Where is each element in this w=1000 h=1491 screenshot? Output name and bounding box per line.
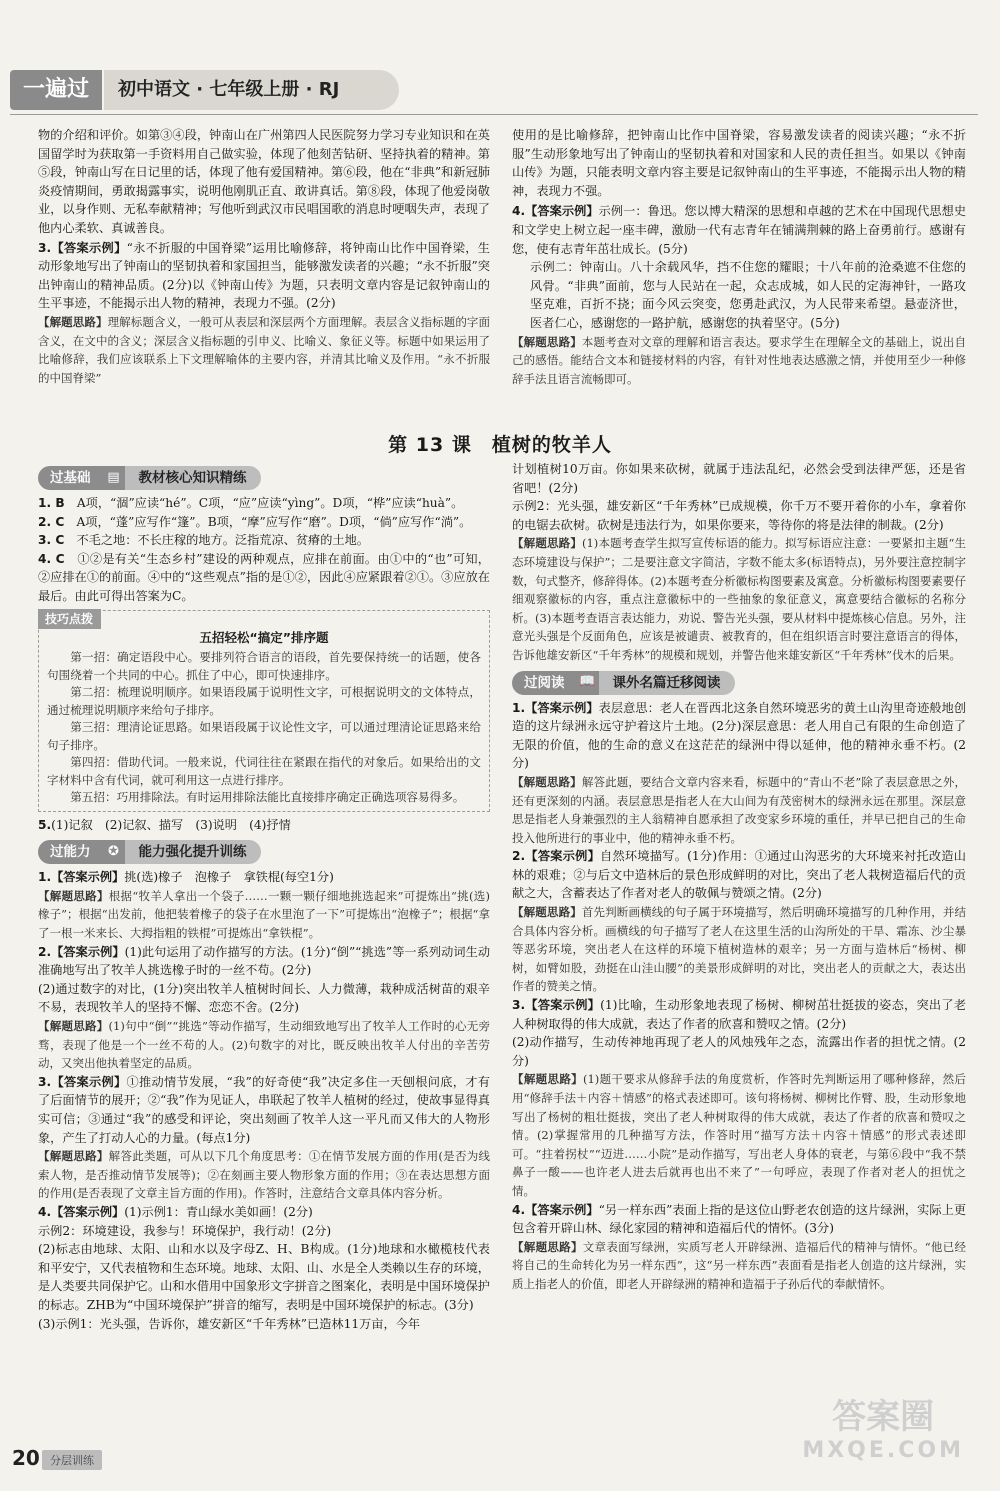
- answer-item: [38, 494, 490, 513]
- answer-tag: 【答案示例】: [51, 1074, 127, 1089]
- answer-text: ①②是有关“生态乡村”建设的两种观点，应排在前面。由①中的“也”可知，②应排在①的前面。④中的“这些观点”指的是①②，因此④应紧跟着②①。③应放在最后。由此可得出答案为C。: [38, 551, 490, 603]
- answer-text: ①推动情节发展，“我”的好奇使“我”决定多住一天刨根问底，才有了后面情节的展开；②“我”作为见证人，串联起了牧羊人植树的经过，使故事显得真实可信；③通过“我”的感受和评论，突出刻画了牧羊人这一平凡而又伟大的人物形象，产生了打动人心的力量。(每点1分): [38, 1074, 490, 1145]
- solution-tag: 【解题思路】: [512, 334, 582, 349]
- item-number: 4.: [38, 1204, 52, 1219]
- answer-tag: 【答案示例】: [525, 998, 601, 1013]
- answer-item: [38, 1073, 490, 1147]
- solution-text: 解答此题，要结合文章内容来看，标题中的“青山不老”除了表层意思之外，还有更深刻的内涵。表层意思是指老人在大山间为有茂密树木的绿洲永远在那里。深层意思是指老人身兼强烈的主人翁精神自愿承担了改变家乡环境的重任，并早已把自己的生命投入他所进行的事业中，他的精神永垂不朽。: [512, 774, 966, 845]
- solution-item: [512, 1238, 966, 1294]
- answer-text: 挑(选)橡子 泡橡子 拿铁棍(每空1分): [124, 870, 334, 885]
- analysis-paragraph: 使用的是比喻修辞，把钟南山比作中国脊梁，容易激发读者的阅读兴趣；“永不折服”生动形象地写出了钟南山的坚韧执着和对国家和人民的责任担当。如果以《钟南山传》为题，只能表明文章内容主要是记叙钟南山的生平事迹，不能揭示出人物的精神，表现力不强。: [512, 128, 966, 198]
- item-number: 4. C: [38, 551, 65, 566]
- item-number: 1.: [512, 700, 526, 715]
- watermark-logo: [802, 1397, 964, 1468]
- solution-text: 根据“牧羊人拿出一个袋子……一颗一颗仔细地挑选起来”可提炼出“挑(选)橡子”；根据“出发前，他把装着橡子的袋子在水里泡了一下”可提炼出“泡橡子”；根据“拿了一根一米来长、大拇指粗的铁棍”可提炼出“拿铁棍”。: [38, 888, 490, 941]
- solution-tag: 【解题思路】: [38, 888, 109, 903]
- section-band-reading: [512, 671, 966, 695]
- answer-tag: 【答案示例】: [51, 870, 125, 885]
- band-subtitle: 教材核心知识精练: [125, 466, 261, 490]
- answer-tag: 【答案示例】: [525, 849, 601, 864]
- left-top-section: [38, 126, 490, 426]
- solution-item: [512, 903, 966, 996]
- header-divider: [10, 114, 978, 115]
- solution-item: [38, 1147, 490, 1203]
- solution-item: [512, 1070, 966, 1200]
- band-label: 过能力: [38, 840, 103, 864]
- page-header: [0, 62, 1000, 120]
- answer-tag: 【答案示例】: [525, 700, 599, 715]
- item-number: 3.: [512, 998, 526, 1013]
- band-subtitle: 课外名篇迁移阅读: [599, 671, 735, 695]
- solution-tag: 【解题思路】: [512, 1072, 583, 1087]
- answer-tag: 【答案示例】: [51, 944, 125, 959]
- answer-text: 示例一：鲁迅。您以博大精深的思想和卓越的艺术在中国现代思想史和文学史上树立起一座丰碑，激励一代有志青年在铺满荆棘的路上奋勇前行。感谢有您，使有志青年茁壮成长。(5分): [512, 204, 967, 256]
- open-book-icon: 📖: [577, 671, 599, 695]
- tip-line: 第二招：梳理说明顺序。如果语段属于说明性文字，可根据说明文的文体特点，通过梳理说明顺序来给句子排序。: [47, 685, 481, 717]
- answer-text: 表层意思：老人在晋西北这条自然环境恶劣的黄土山沟里奇迹般地创造的这片绿洲永远守护着这片土地。(2分)深层意思：老人用自己有限的生命创造了无限的价值，他的生命的意义在这茫茫的绿洲中得以延伸，他的精神永垂不朽。(2分): [512, 700, 966, 771]
- answer-text: (1)此句运用了动作描写的方法。(1分)“倒”“挑选”等一系列动词生动准确地写出了牧羊人挑选橡子时的一丝不苟。(2分) (2)通过数字的对比，(1分)突出牧羊人植树时间长、人力微薄，栽种成活树苗的艰辛不易，表现牧羊人的坚持不懈、恋恋不舍。(2分): [38, 944, 490, 1015]
- answer-text: A项，“蓬”应写作“篷”。B项，“摩”应写作“磨”。D项，“倘”应写作“淌”。: [76, 514, 472, 529]
- page-number: 20: [12, 1446, 40, 1470]
- answer-tag: 【答案示例】: [51, 1204, 125, 1219]
- band-subtitle: 能力强化提升训练: [125, 840, 261, 864]
- item-number: 2. C: [38, 514, 65, 529]
- answer-item: [38, 816, 490, 835]
- solution-item: [38, 887, 490, 943]
- solution-text: (1)本题考查学生拟写宣传标语的能力。拟写标语应注意：一要紧扣主题“生态环境建设与保护”；二是要注意文字简洁，字数不能太多(标语特点)，另外要注意控制字数，句式整齐，修辞得体。(2)本题考查分析徽标构图要素及寓意。分析徽标构图要素要仔细观察徽标的内容，重点注意徽标中的一些抽象的象征意义，寓意要结合徽标的名称分析。(3)本题考查语言表达能力，劝说、警告光头强，要从材料中提炼核心信息。另外，注意光头强是个反面角色，应该是被谴责、被教育的，但在组织语言时要注意语言的得体，告诉他雄安新区“千年秀林”的规模和规划，并警告他来雄安新区“千年秀林”伐木的后果。: [512, 536, 966, 662]
- solution-text: (1)题干要求从修辞手法的角度赏析，作答时先判断运用了哪种修辞，然后用“修辞手法＋内容＋情感”的格式表述即可。该句将杨树、柳树比作臂、股，生动形象地写出了杨树的粗壮挺拔，突出了老人种树取得的伟大成就，表达了作者的欣喜和赞叹之情。(2)掌握常用的几种描写方法，作答时用“描写方法＋内容＋情感”的形式表述即可。“拄着拐杖”“迈进……小院”是动作描写，写出老人身体的衰老，与第⑥段中“我不禁鼻子一酸——也许老人进去后就再也出不来了”一句呼应，表现了作者对老人的担忧之情。: [512, 1072, 966, 1198]
- tip-box: [38, 610, 490, 812]
- watermark-url: MXQE.COM: [802, 1438, 964, 1463]
- right-top-section: [512, 126, 966, 426]
- solution-tag: 【解题思路】: [512, 536, 582, 551]
- band-label: 过阅读: [512, 671, 577, 695]
- solution-text: 首先判断画横线的句子属于环境描写，然后明确环境描写的几种作用，并结合具体内容分析。画横线的句子描写了老人在这里生活的山沟所处的干旱、霜冻、沙尘暴等恶劣环境，突出老人在这样的环境下植树造林的艰辛；另一方面与造林后“杨树、柳树，如臂如股，劲挺在山洼山腰”的美景形成鲜明的对比，突出老人的贡献之大，表达出作者的赞美之情。: [512, 905, 966, 994]
- item-number: 4.: [512, 1202, 526, 1217]
- answer-item: [38, 513, 490, 532]
- solution-text: 解答此类题，可从以下几个角度思考：①在情节发展方面的作用(是否为线索人物，是否推动情节发展等)；②在刻画主要人物形象方面的作用；③在表达思想方面的作用(是否表现了文章主旨方面的作用)。作答时，注意结合文章具体内容分析。: [38, 1149, 490, 1201]
- item-number: 3. C: [38, 533, 65, 548]
- item-number: 1.: [38, 870, 52, 885]
- solution-tag: 【解题思路】: [512, 1239, 583, 1254]
- answer-item: [512, 1201, 966, 1238]
- answer-item: [38, 868, 490, 887]
- item-number: 2.: [38, 944, 52, 959]
- answer-text-2: 示例二：钟南山。八十余载风华，挡不住您的耀眼；十八年前的沧桑遮不住您的风骨。“非典”面前，您与人民站在一起，众志成城，如人民的定海神针，一路攻坚克难，百折不挠；面今风云突变，您勇赴武汉，为人民带来希望。悬壶济世，医者仁心，感谢您的一路护航，感谢您的执着坚守。(5分): [530, 260, 966, 330]
- tip-line: 第一招：确定语段中心。要排列符合语言的语段，首先要保持统一的话题，使各句围绕着一个共同的中心。抓住了中心，即可快速排序。: [47, 650, 481, 682]
- series-logo: 一遍过: [10, 70, 102, 110]
- solution-item: [512, 534, 966, 664]
- tip-tag: 技巧点拨: [38, 609, 101, 630]
- item-number: 4.: [512, 204, 526, 219]
- item-number: 3.: [38, 1074, 52, 1089]
- answer-item: [38, 1203, 490, 1333]
- solution-item: [38, 313, 490, 387]
- left-main-section: [38, 460, 490, 1435]
- answer-text: “永不折服的中国脊梁”运用比喻修辞，将钟南山比作中国脊梁，生动形象地写出了钟南山的坚韧执着和家国担当，能够激发读者的兴趣；“永不折服”突出钟南山的精神品质。(2分)以《钟南山传》为题，只表明文章内容是记叙钟南山的生平事迹，不能揭示出人物的精神，表现力不强。(2分): [38, 240, 490, 311]
- answer-item: [512, 202, 966, 258]
- answer-item: [512, 996, 966, 1070]
- solution-tag: 【解题思路】: [512, 905, 582, 920]
- right-main-section: [512, 460, 966, 1435]
- solution-item: [512, 773, 966, 847]
- answer-item: [512, 847, 966, 903]
- item-number: 1. B: [38, 496, 65, 510]
- tip-line: 第四招：借助代词。一般来说，代词往往在紧跟在指代的对象后。如果给出的文字材料中含有代词，就可利用这一点进行排序。: [47, 755, 481, 787]
- answer-continuation: 计划植树10万亩。你如果来砍树，就属于违法乱纪，必然会受到法律严惩，还是省省吧！(2分): [512, 462, 966, 495]
- lesson-title: 第 13 课 植树的牧羊人: [388, 434, 612, 456]
- answer-tag: 【答案示例】: [525, 1202, 599, 1217]
- answer-text: “另一样东西”表面上指的是这位山野老农创造的这片绿洲，实际上更包含着开辟山林、绿化家园的精神和造福后代的情怀。(3分): [512, 1202, 966, 1236]
- answer-continuation: 示例2：光头强，雄安新区“千年秀林”已成规模，你千万不要开着你的小车，拿着你的电锯去砍树。砍树是违法行为，如果你要来，等待你的将是法律的制裁。(2分): [512, 499, 966, 532]
- solution-item: [512, 333, 966, 389]
- solution-text: 本题考查对文章的理解和语言表达。要求学生在理解全文的基础上，说出自己的感悟。能结合文本和链接材料的内容，有针对性地表达感激之情，并使用至少一种修辞手法且语言流畅即可。: [512, 334, 967, 386]
- item-number: 5.: [38, 817, 52, 832]
- solution-text: (1)句中“倒”“挑选”等动作描写，生动细致地写出了牧羊人工作时的心无旁骛，表现了他是一个一丝不苟的人。(2)句数字的对比，既反映出牧羊人付出的辛苦劳动，又突出他执着坚定的品质。: [38, 1019, 490, 1071]
- item-number: 2.: [512, 849, 526, 864]
- answer-item: [512, 699, 966, 773]
- answer-text: A项，“涸”应读“hé”。C项，“应”应读“yìng”。D项，“桦”应读“huà”。: [76, 496, 464, 510]
- solution-tag: 【解题思路】: [38, 1019, 109, 1033]
- answer-text: (1)记叙 (2)记叙、描写 (3)说明 (4)抒情: [51, 817, 291, 832]
- footer-label: 分层训练: [42, 1450, 102, 1470]
- band-label: 过基础: [38, 466, 103, 490]
- solution-text: 理解标题含义，一般可从表层和深层两个方面理解。表层含义指标题的字面含义，在文中的含义；深层含义指标题的引申义、比喻义、象征义等。标题中如果运用了比喻修辞，我们应该联系上下文理解喻体的主要内容，并清其比喻义及作用。“永不折服的中国脊梁”: [38, 314, 491, 385]
- book-title: 初中语文 · 七年级上册 · RJ: [104, 70, 399, 110]
- answer-text: (1)比喻，生动形象地表现了杨树、柳树茁壮挺拔的姿态，突出了老人种树取得的伟大成就，表达了作者的欣喜和赞叹之情。(2分) (2)动作描写，生动传神地再现了老人的风烛残年之态，流露出作者的担忧之情。(2分): [512, 998, 966, 1068]
- item-number: 3.: [38, 240, 52, 255]
- analysis-paragraph: 物的介绍和评价。如第③④段，钟南山在广州第四人民医院努力学习专业知识和在英国留学时为获取第一手资料用自己做实验，体现了他刻苦钻研、坚持执着的精神。第⑤段，钟南山写在日记里的话，体现了他有爱国精神。第⑥段，他在“非典”和新冠肺炎疫情期间，勇敢揭露事实，说明他刚肌正直、敢讲真话。第⑧段，体现了他爱岗敬业，以身作则、无私奉献精神；写他听到武汉市民唱国歌的消息时哽咽失声，表现了他内心柔软、真诚善良。: [38, 128, 490, 235]
- book-icon: ▤: [103, 466, 125, 490]
- tip-line: 第五招：巧用排除法。有时运用排除法能比直接排序确定正确选项容易得多。: [70, 790, 465, 805]
- answer-text: 不毛之地：不长庄稼的地方。泛指荒凉、贫瘠的土地。: [76, 533, 369, 548]
- solution-tag: 【解题思路】: [38, 314, 108, 329]
- solution-item: [38, 1017, 490, 1073]
- section-band-ability: [38, 840, 490, 864]
- section-band-basics: [38, 466, 490, 490]
- solution-text: 文章表面写绿洲，实质写老人开辟绿洲、造福后代的精神与情怀。“他已经将自己的生命转化为另一样东西”，这“另一样东西”表面看是指老人创造的这片绿洲，实质上指老人的价值，即老人开辟绿洲的精神和造福于子孙后代的奉献情怀。: [512, 1239, 966, 1291]
- solution-tag: 【解题思路】: [38, 1149, 109, 1164]
- medal-icon: ✪: [103, 840, 125, 864]
- answer-text: 自然环境描写。(1分)作用：①通过山沟恶劣的大环境来衬托改造山林的艰难；②与后文中造林后的景色形成鲜明的对比，突出了老人栽树造福后代的贡献之大，含蓄表达了作者对老人的敬佩与赞颂之情。(2分): [512, 849, 966, 901]
- answer-tag: 【答案示例】: [525, 204, 599, 219]
- answer-item: [38, 943, 490, 1017]
- answer-tag: 【答案示例】: [51, 240, 127, 255]
- tip-line: 第三招：理清论证思路。如果语段属于议论性文字，可以通过理清论证思路来给句子排序。: [47, 720, 481, 752]
- watermark-text: 答案圈: [832, 1397, 935, 1437]
- solution-tag: 【解题思路】: [512, 774, 582, 789]
- tip-title: 五招轻松“搞定”排序题: [199, 629, 329, 645]
- answer-item: [38, 531, 490, 550]
- answer-item: [38, 550, 490, 606]
- answer-text: (1)示例1：青山绿水美如画！(2分) 示例2：环境建设，我参与！环境保护，我行动！(2分) (2)标志由地球、太阳、山和水以及字母Z、H、B构成。(1分)地球和水橄榄枝代表和平安宁，又代表植物和生态环境。地球、太阳、山、水是全人类赖以生存的环境，是人类要共同保护它。山和水借用中国象形文字拼音之图案化，表明是中国环境保护的标志。ZHB为“中国环境保护”拼音的缩写，表明是中国环境保护的标志。(3分) (3)示例1：光头强，告诉你，雄安新区“千年秀林”已造林11万亩，今年: [38, 1204, 490, 1331]
- answer-item: [38, 239, 490, 313]
